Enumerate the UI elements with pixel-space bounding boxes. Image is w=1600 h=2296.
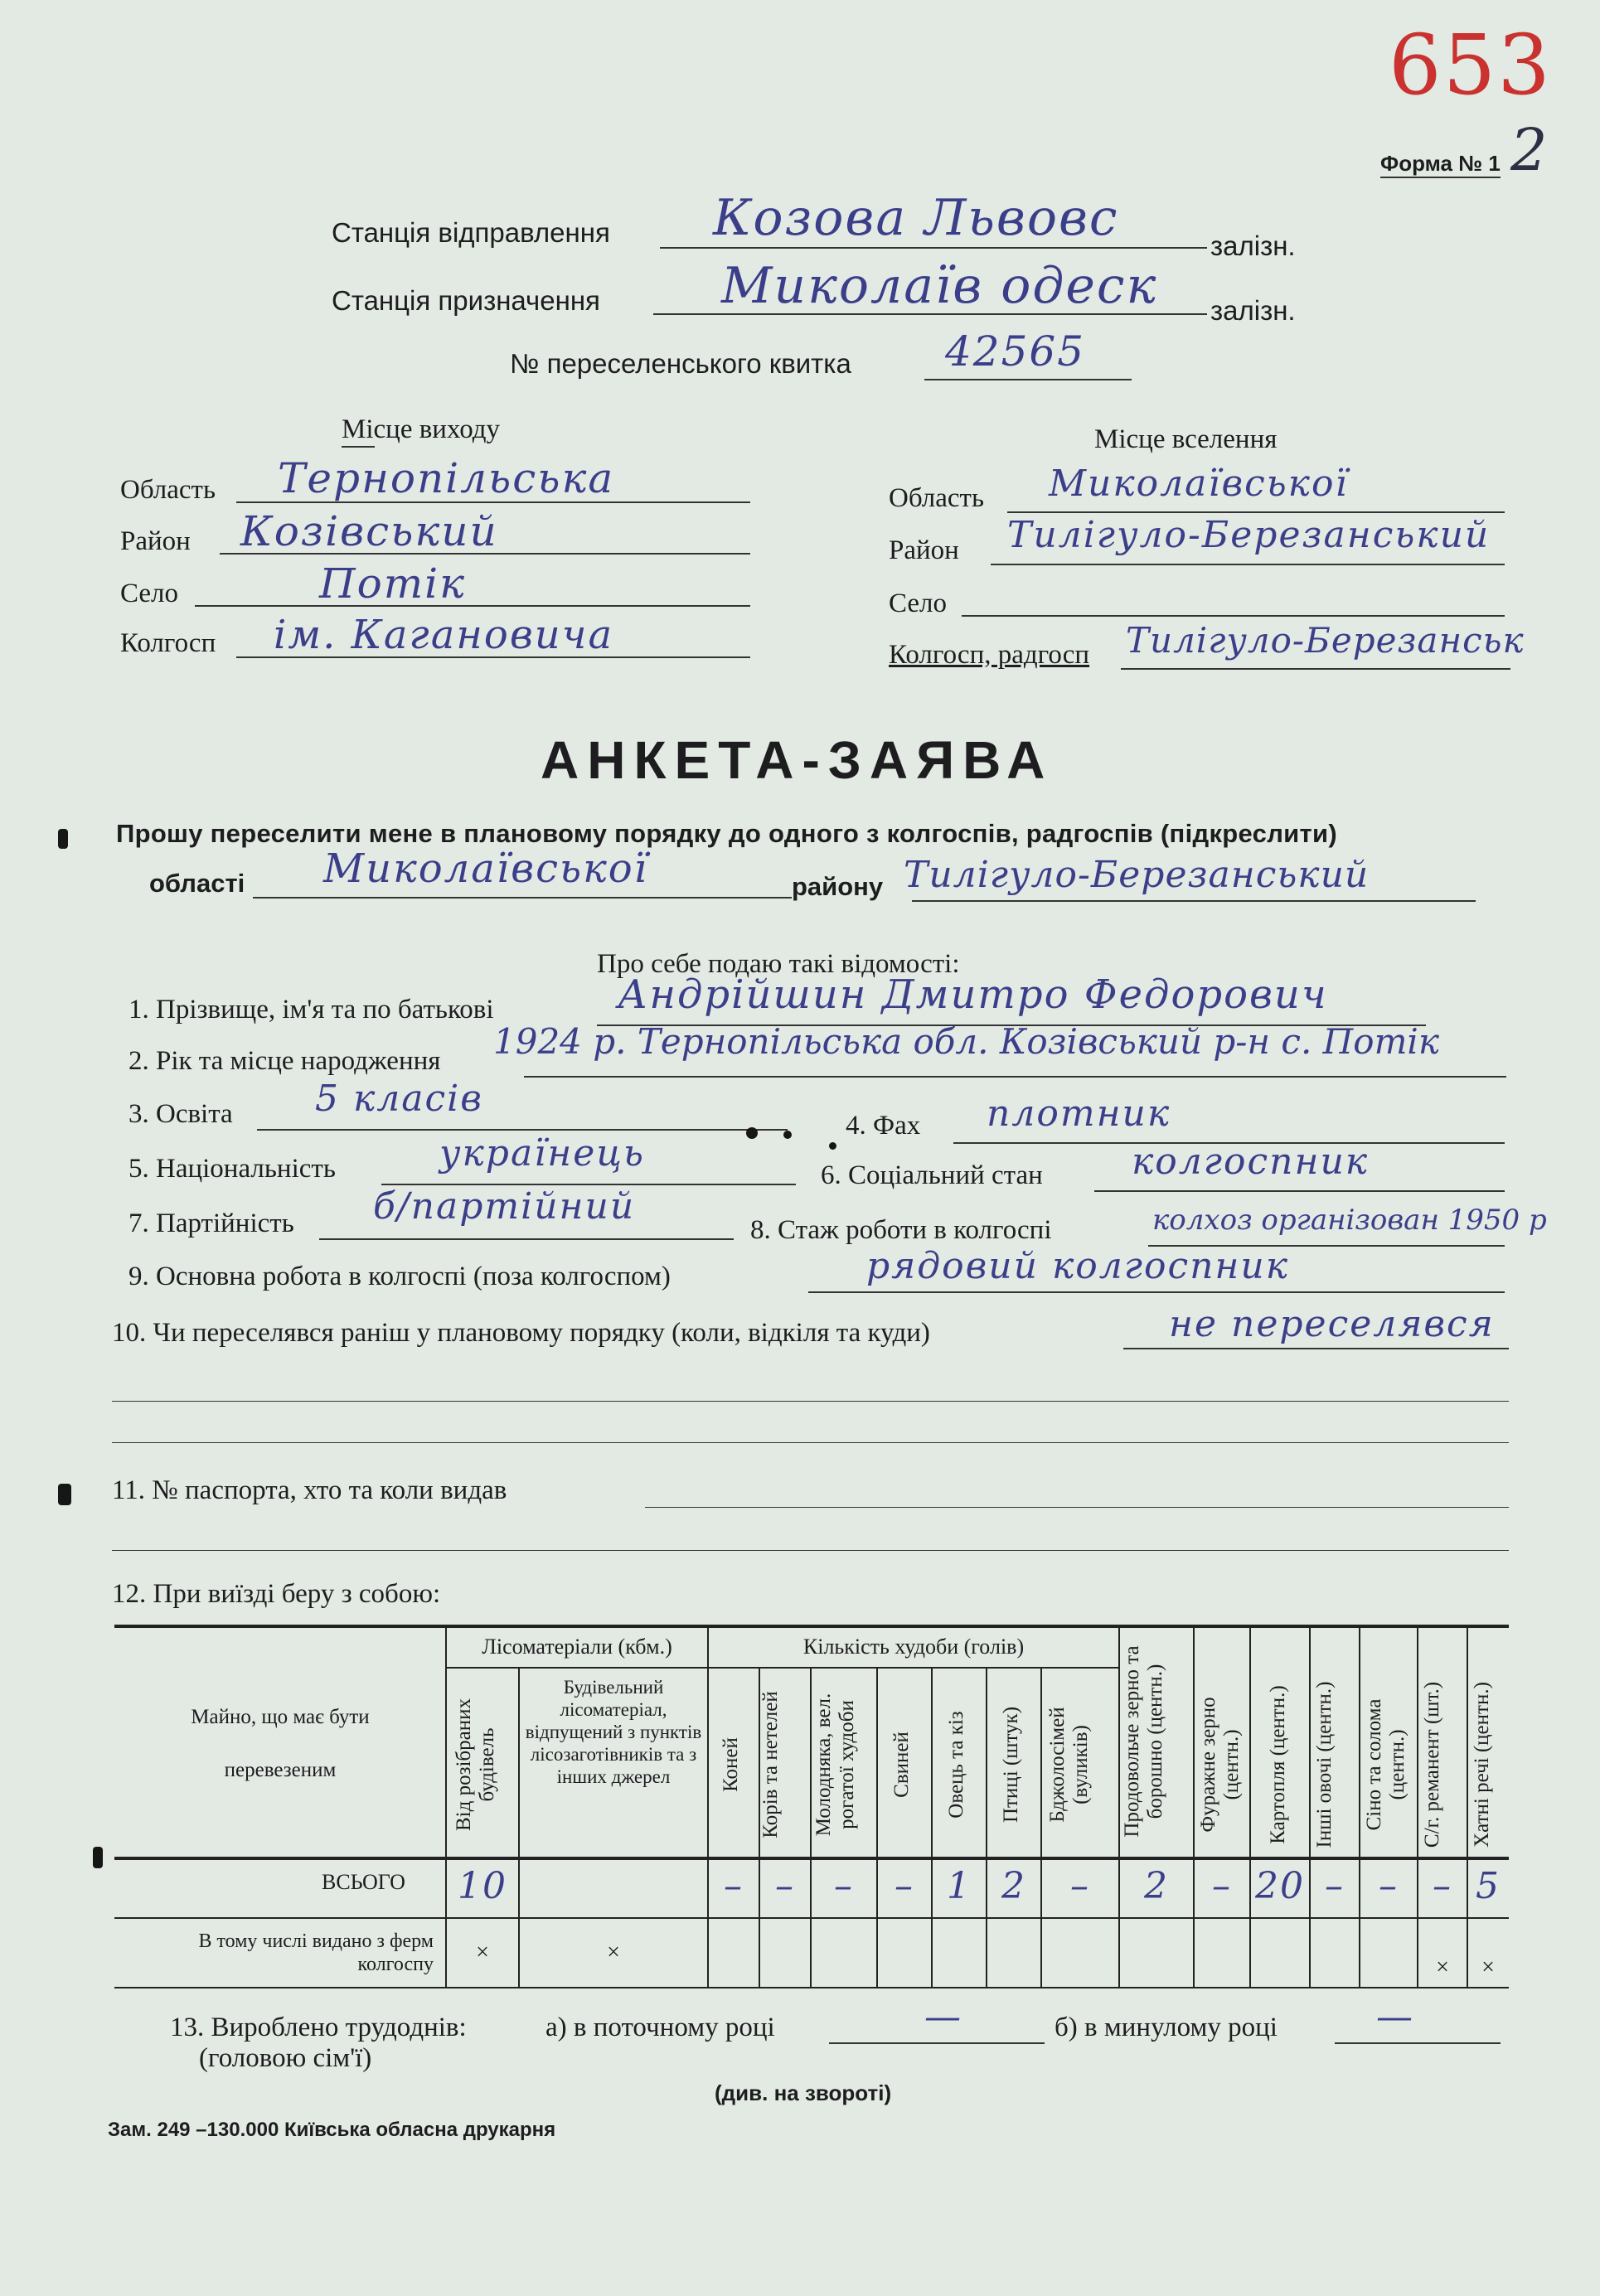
total-value: – [1325, 1865, 1345, 1907]
ink-stain [58, 829, 68, 849]
q6-label: 6. Соціальний стан [821, 1160, 1043, 1190]
origin-oblast-value: Тернопільська [278, 454, 615, 502]
q6-value: колгоспник [1132, 1141, 1370, 1183]
departure-value: Козова Львовс [713, 189, 1119, 247]
q2-line [524, 1076, 1506, 1078]
workdays-current-line [829, 2042, 1045, 2044]
col-veg: Інші овочі (центн.) [1313, 1681, 1336, 1848]
issued-value: × [1481, 1955, 1495, 1980]
row-total: ВСЬОГО [322, 1870, 405, 1894]
q12-label: 12. При виїзді беру з собою: [112, 1579, 441, 1609]
col-grain: Продовольче зерно та борошно (центн.) [1121, 1645, 1166, 1838]
origin-kolhosp-value: ім. Кагановича [274, 612, 614, 658]
total-value: 10 [458, 1865, 507, 1907]
q7-label: 7. Партійність [128, 1209, 294, 1238]
ticket-value: 42565 [945, 327, 1086, 375]
total-value: 2 [1144, 1865, 1169, 1907]
archive-number: 653 [1389, 17, 1552, 114]
total-value: 20 [1255, 1865, 1305, 1907]
col-lumber1: Від розібраних будівель [453, 1698, 498, 1831]
q7-value: б/партійний [373, 1185, 636, 1228]
request-raion-value: Тилігуло-Березанський [904, 854, 1370, 896]
total-value: – [724, 1865, 744, 1907]
ink-stain [746, 1127, 758, 1139]
total-value: 1 [947, 1865, 972, 1907]
origin-raion-value: Козівський [240, 507, 498, 555]
form-number-printed: 1 [1488, 151, 1501, 176]
q10-value: не переселявся [1169, 1303, 1495, 1345]
departure-railway: залізн. [1210, 230, 1296, 261]
total-value: – [1379, 1865, 1399, 1907]
origin-heading: Місце виходу [342, 414, 501, 444]
q8-value: колхоз організован 1950 р [1152, 1204, 1547, 1237]
origin-heading-underline [342, 446, 375, 448]
q9-value: рядовий колгоспник [866, 1245, 1290, 1287]
ink-stain [58, 1484, 71, 1505]
total-value: – [1433, 1865, 1452, 1907]
arrival-label: Станція призначення [332, 285, 600, 316]
destination-heading: Місце вселення [1094, 424, 1278, 454]
q3-value: 5 класів [315, 1078, 483, 1120]
destination-oblast-value: Миколаївської [1049, 463, 1349, 505]
q3-line [257, 1129, 788, 1131]
destination-village-line [962, 615, 1505, 617]
total-value: – [834, 1865, 854, 1907]
request-text: Прошу переселити мене в плановому порядку до одного з колгоспів, радгоспів (підкреслити) [116, 819, 1337, 848]
total-value: – [1070, 1865, 1090, 1907]
q4-value: плотник [987, 1092, 1171, 1135]
col-sheep: Овець та кіз [945, 1711, 967, 1819]
q11-line-2 [112, 1550, 1509, 1551]
workdays-label: 13. Вироблено трудоднів: [170, 2013, 467, 2042]
col-potato: Картопля (центн.) [1267, 1685, 1289, 1844]
q3-label: 3. Освіта [128, 1099, 233, 1129]
q10-label: 10. Чи переселявся раніш у плановому порядку (коли, відкіля та куди) [112, 1318, 930, 1348]
departure-line [660, 247, 1207, 249]
col-bees: Бджолосімей (вуликів) [1046, 1707, 1092, 1823]
total-value: – [895, 1865, 914, 1907]
q6-line [1094, 1190, 1505, 1192]
destination-oblast-label: Область [889, 483, 985, 513]
destination-kolhosp-label: Колгосп, радгосп [889, 640, 1090, 670]
col-home: Хатні речі (центн.) [1471, 1682, 1493, 1848]
issued-value: × [476, 1940, 489, 1965]
destination-raion-label: Район [889, 535, 959, 565]
row-header: Майно, що має бути перевезеним [191, 1706, 370, 1781]
workdays-sub: (головою сім'ї) [199, 2043, 372, 2073]
total-value: – [1212, 1865, 1232, 1907]
col-young: Молодняка, вел. рогатої худоби [812, 1693, 858, 1837]
col-pigs: Свиней [890, 1732, 913, 1798]
workdays-current-label: а) в поточному році [545, 2013, 775, 2042]
q10-line-1 [1123, 1348, 1509, 1349]
ticket-label: № переселенського квитка [510, 348, 851, 379]
departure-label: Станція відправлення [332, 217, 610, 248]
ink-stain [783, 1131, 792, 1139]
total-value: 2 [1001, 1865, 1026, 1907]
arrival-value: Миколаїв одеск [721, 257, 1158, 315]
total-value: 5 [1476, 1865, 1501, 1907]
workdays-last-value: — [1376, 1996, 1414, 2038]
request-raion-line [912, 900, 1476, 902]
destination-oblast-line [1007, 511, 1505, 513]
form-label [1380, 151, 1501, 178]
ink-stain [829, 1142, 836, 1150]
origin-village-label: Село [120, 579, 179, 608]
request-oblast-line [253, 897, 792, 899]
group-lumber: Лісоматеріали (кбм.) [482, 1635, 672, 1659]
q11-line-1 [645, 1507, 1509, 1508]
see-back-note: (див. на звороті) [715, 2080, 892, 2105]
printer-note: Зам. 249 –130.000 Київська обласна друкарня [108, 2119, 556, 2141]
q5-label: 5. Національність [128, 1154, 336, 1184]
q1-label: 1. Прізвище, ім'я та по батькові [128, 995, 494, 1024]
q2-label: 2. Рік та місце народження [128, 1046, 441, 1076]
origin-oblast-label: Область [120, 475, 216, 505]
origin-raion-label: Район [120, 526, 191, 556]
q4-label: 4. Фах [846, 1111, 921, 1141]
q9-line [808, 1291, 1505, 1293]
q11-label: 11. № паспорта, хто та коли видав [112, 1475, 507, 1505]
destination-raion-value: Тилігуло-Березанський [1007, 514, 1491, 556]
q7-line [319, 1238, 734, 1240]
origin-village-value: Потік [319, 559, 466, 608]
belongings-table [114, 1625, 1509, 1989]
origin-village-line [195, 605, 750, 607]
request-oblast-label: області [149, 869, 245, 898]
col-cows: Корів та нетелей [759, 1691, 782, 1838]
col-hay: Сіно та солома (центн.) [1363, 1698, 1408, 1831]
q1-value: Андрійшин Дмитро Федорович [618, 971, 1328, 1018]
request-oblast-value: Миколаївської [323, 845, 649, 892]
col-fodder: Фуражне зерно (центн.) [1197, 1697, 1243, 1833]
total-value: – [775, 1865, 795, 1907]
q10-line-3 [112, 1442, 1509, 1443]
q10-line-2 [112, 1401, 1509, 1402]
ink-stain [93, 1847, 103, 1868]
q8-label: 8. Стаж роботи в колгоспі [750, 1215, 1052, 1245]
destination-kolhosp-line [1121, 668, 1510, 670]
issued-value: × [607, 1940, 620, 1965]
col-birds: Птиці (штук) [1000, 1706, 1022, 1824]
workdays-last-line [1335, 2042, 1501, 2044]
destination-kolhosp-value: Тилігуло-Березанськ [1126, 620, 1525, 661]
destination-raion-line [991, 564, 1505, 565]
q5-value: українець [439, 1132, 645, 1175]
col-lumber2: Будівельний лісоматеріал, відпущений з пунктів лісозаготівників та з інших джерел [525, 1677, 702, 1787]
ticket-line [924, 379, 1132, 380]
origin-kolhosp-label: Колгосп [120, 628, 216, 658]
destination-village-label: Село [889, 589, 948, 618]
col-horses: Коней [720, 1737, 742, 1792]
form-label-text: Форма № [1380, 151, 1483, 176]
col-tools: С/г. реманент (шт.) [1421, 1681, 1443, 1848]
workdays-current-value: — [924, 1996, 962, 2038]
q2-value: 1924 р. Тернопільська обл. Козівський р-н с. Потік [493, 1021, 1439, 1062]
group-cattle: Кількість худоби (голів) [802, 1635, 1025, 1659]
form-number-hand: 2 [1510, 116, 1549, 184]
issued-value: × [1436, 1955, 1449, 1980]
form-title: АНКЕТА-ЗАЯВА [541, 730, 1054, 790]
request-raion-label: району [792, 872, 884, 901]
intro-text: Про себе подаю такі відомості: [597, 949, 960, 979]
arrival-railway: залізн. [1210, 295, 1296, 326]
q9-label: 9. Основна робота в колгоспі (поза колгоспом) [128, 1262, 671, 1291]
row-issued: В тому числі видано з ферм колгоспу [198, 1930, 434, 1975]
workdays-last-label: б) в минулому році [1055, 2013, 1278, 2042]
